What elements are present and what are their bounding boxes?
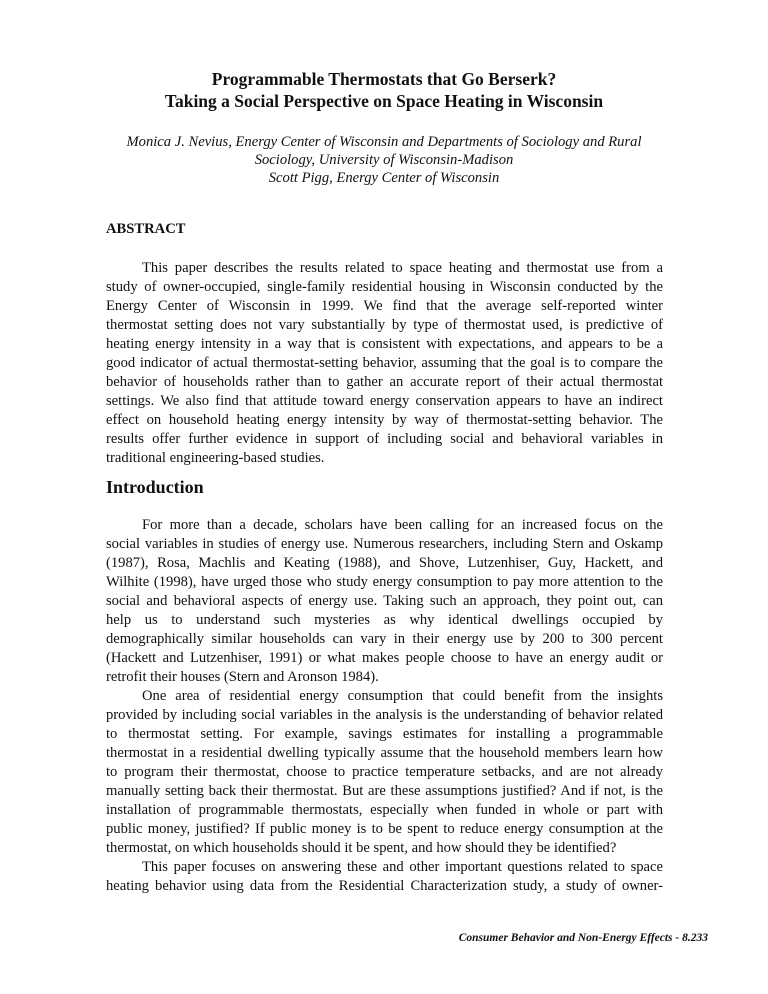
- abstract-line: Energy Center of Wisconsin in 1999. We find that the average self-reported winter: [106, 298, 663, 314]
- abstract-line: behavior of households rather than to gather an accurate report of their actual thermostat: [106, 374, 663, 390]
- paragraph-line: thermostat in a residential dwelling typically assume that the household members learn how: [106, 745, 663, 761]
- paragraph-line: One area of residential energy consumption that could benefit from the insights: [142, 688, 663, 704]
- paragraph-line: For more than a decade, scholars have been calling for an increased focus on the: [142, 517, 663, 533]
- abstract-line: This paper describes the results related to space heating and thermostat use from a: [142, 260, 663, 276]
- introduction-paragraph-2: [106, 687, 663, 858]
- introduction-paragraph-1: [106, 516, 663, 687]
- title-line-1: Programmable Thermostats that Go Berserk?: [211, 69, 557, 89]
- paragraph-line: installation of programmable thermostats, especially when funded in whole or part with: [106, 802, 663, 818]
- abstract-line: results offer further evidence in support of including social and behavioral variables in: [106, 431, 663, 447]
- introduction-heading: Introduction: [106, 477, 204, 497]
- paragraph-line: to program their thermostat, choose to practice temperature setbacks, and are not already: [106, 764, 663, 780]
- author-block: [0, 133, 768, 187]
- paragraph-line: (Hackett and Lutzenhiser, 1991) or what makes people choose to have an energy audit or: [106, 650, 663, 666]
- paragraph-line: thermostat, on which households should it be spent, and how should they be identified?: [106, 840, 617, 856]
- paragraph-line: to thermostat setting. For example, savings estimates for installing a programmable: [106, 726, 663, 742]
- paragraph-line: social variables in studies of energy use. Numerous researchers, including Stern and Oskamp: [106, 536, 663, 552]
- abstract-line: good indicator of actual thermostat-setting behavior, assuming that the goal is to compare the: [106, 355, 663, 371]
- title-line-2: Taking a Social Perspective on Space Heating in Wisconsin: [164, 91, 604, 111]
- paragraph-line: public money, justified? If public money is to be spent to reduce energy consumption at the: [106, 821, 663, 837]
- paragraph-line: heating behavior using data from the Residential Characterization study, a study of owner-: [106, 878, 663, 894]
- paragraph-line: This paper focuses on answering these and other important questions related to space: [142, 859, 663, 875]
- paragraph-line: manually setting back their thermostat. But are these assumptions justified? And if not, is the: [106, 783, 663, 799]
- abstract-line: settings. We also find that attitude toward energy conservation appears to have an indirect: [106, 393, 663, 409]
- abstract-paragraph: [106, 259, 663, 468]
- abstract-line: thermostat setting does not vary substantially by type of thermostat used, is predictive of: [106, 317, 663, 333]
- introduction-paragraph-3: [106, 858, 663, 896]
- abstract-line: effect on household heating energy intensity by way of thermostat-setting behavior. The: [106, 412, 663, 428]
- paragraph-line: demographically similar households can vary in their energy use by 200 to 300 percent: [106, 631, 663, 647]
- paragraph-line: retrofit their houses (Stern and Aronson 1984).: [106, 669, 379, 685]
- abstract-heading: ABSTRACT: [106, 221, 186, 237]
- paragraph-line: social and behavioral aspects of energy use. Taking such an approach, they point out, can: [106, 593, 663, 609]
- paragraph-line: (1987), Rosa, Machlis and Keating (1988), and Shove, Lutzenhiser, Guy, Hackett, and: [106, 555, 663, 571]
- abstract-line: study of owner-occupied, single-family residential housing in Wisconsin conducted by the: [106, 279, 663, 295]
- paragraph-line: help us to understand such mysteries as why identical dwellings occupied by: [106, 612, 663, 628]
- paper-title: [0, 68, 768, 112]
- author-line-3: Scott Pigg, Energy Center of Wisconsin: [268, 170, 500, 186]
- abstract-line: heating energy intensity in a way that is consistent with expectations, and appears to be a: [106, 336, 663, 352]
- author-line-2: Sociology, University of Wisconsin-Madison: [254, 152, 514, 168]
- paragraph-line: provided by including social variables in the analysis is the understanding of behavior related: [106, 707, 663, 723]
- page-footer: Consumer Behavior and Non-Energy Effects - 8.233: [458, 932, 708, 944]
- author-line-1: Monica J. Nevius, Energy Center of Wisconsin and Departments of Sociology and Rural: [126, 134, 642, 150]
- paragraph-line: Wilhite (1998), have urged those who study energy consumption to pay more attention to the: [106, 574, 663, 590]
- abstract-line: traditional engineering-based studies.: [106, 450, 325, 466]
